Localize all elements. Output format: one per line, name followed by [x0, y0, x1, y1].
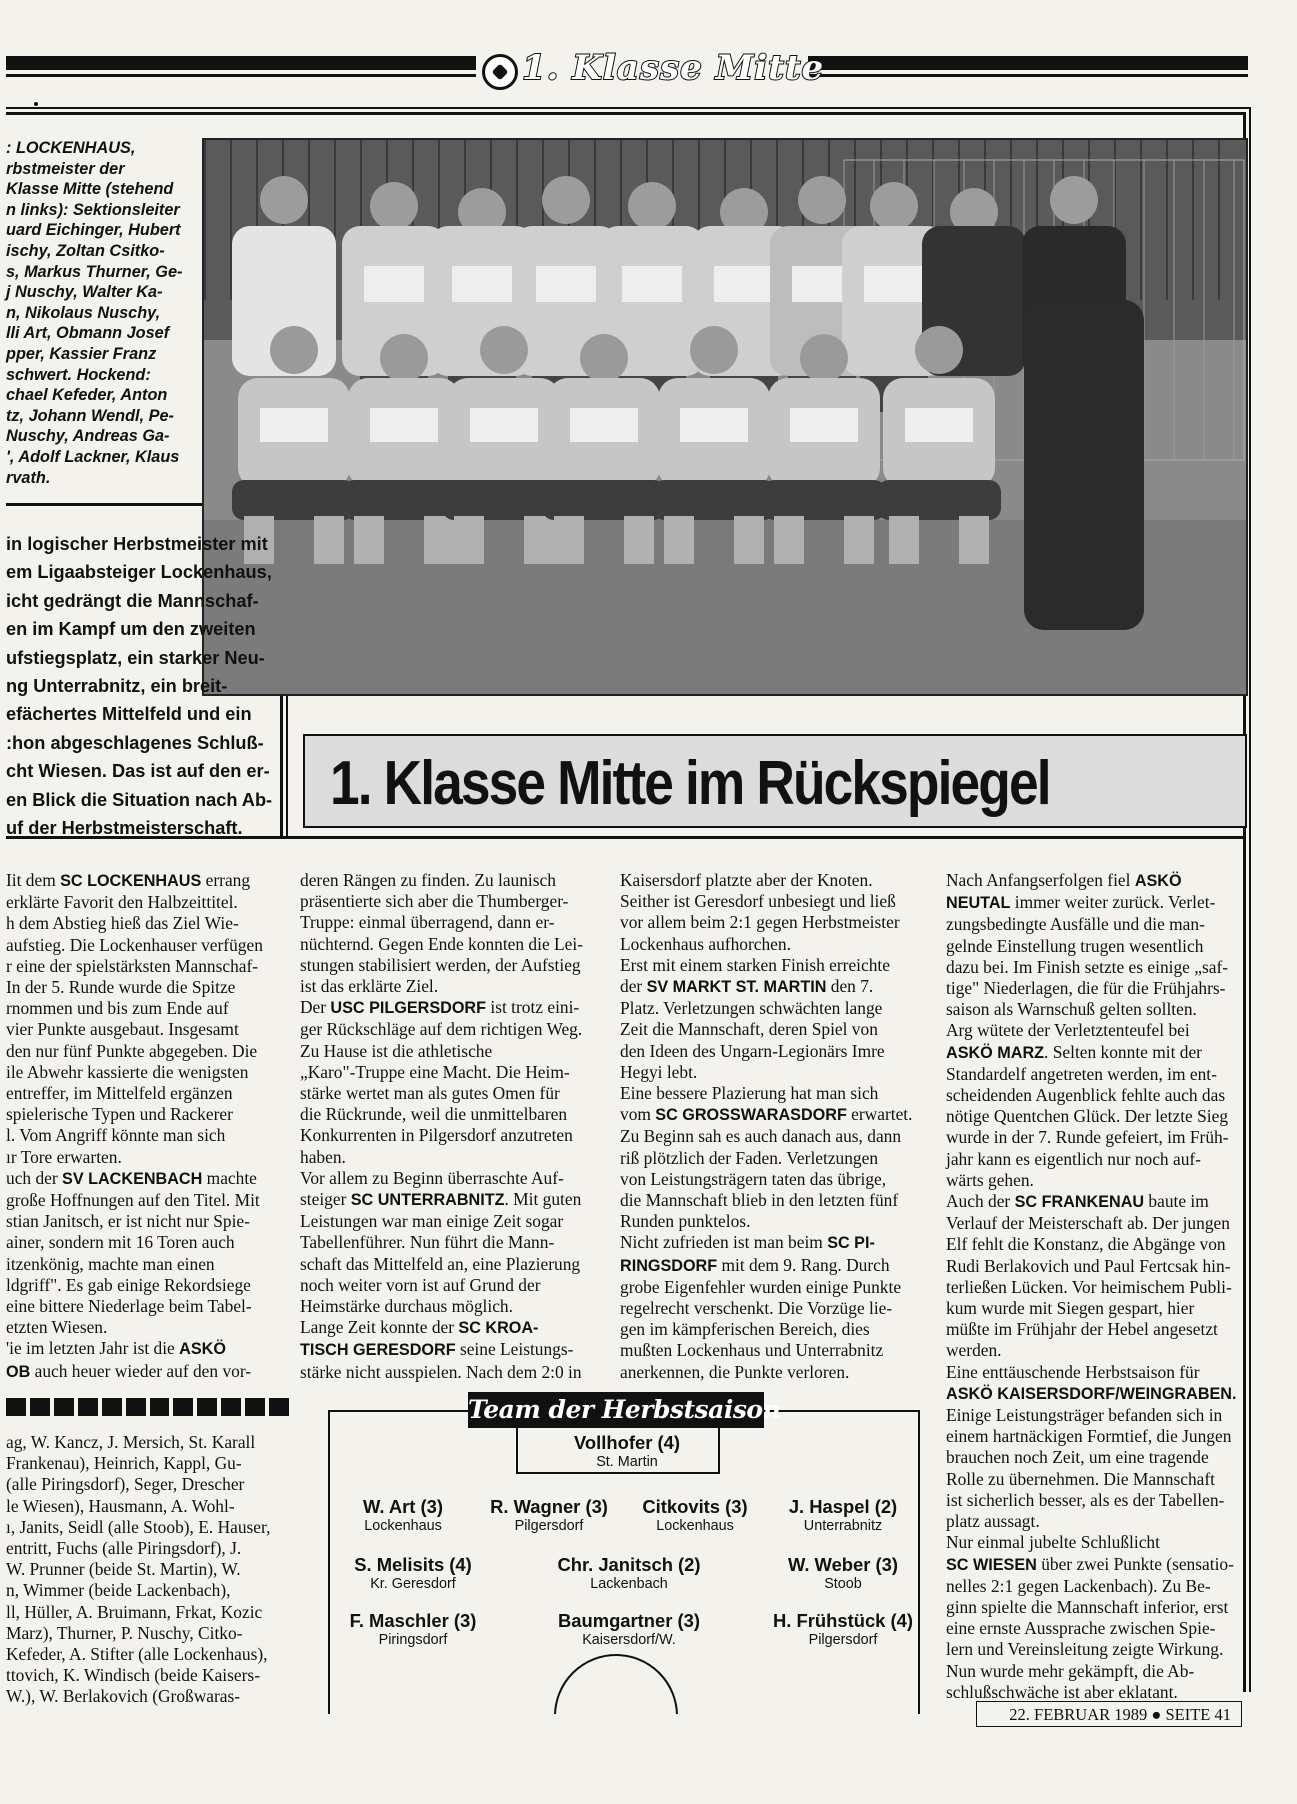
team-of-season	[310, 1392, 924, 1716]
text-line: uard Eichinger, Hubert	[6, 221, 181, 240]
text-line: Eine bessere Plazierung hat man sich	[620, 1083, 879, 1104]
player-name: S. Melisits (4)	[354, 1554, 472, 1575]
article-column-3	[620, 870, 926, 1383]
text-line: wurde in der 7. Runde gefeiert, im Früh-	[946, 1127, 1229, 1148]
text-line: jahr kann es eigentlich nur noch auf-	[946, 1148, 1201, 1169]
text-line: etzten Wiesen.	[6, 1317, 108, 1338]
text-line: Zu Hause ist die athletische	[300, 1040, 493, 1061]
player-club: St. Martin	[596, 1454, 658, 1470]
text-line: :hon abgeschlagenes Schluß-	[6, 732, 264, 753]
header-rule-right	[808, 56, 1248, 70]
text-line: riß plötzlich der Faden. Verletzungen	[620, 1147, 879, 1168]
player-club: Kaisersdorf/W.	[582, 1632, 676, 1648]
text-line: 'ie im letzten Jahr ist die ASKÖ	[6, 1338, 226, 1359]
text-line: einem hartnäckigen Formtief, die Jungen	[946, 1426, 1232, 1447]
text-line: stungen stabilisiert werden, der Aufstieg	[300, 954, 581, 975]
player-name: Baumgartner (3)	[557, 1610, 701, 1631]
text-line: en im Kampf um den zweiten	[6, 619, 256, 640]
text-line: Frankenau), Heinrich, Kappl, Gu-	[6, 1453, 242, 1474]
text-line: der SV MARKT ST. MARTIN den 7.	[620, 976, 874, 997]
text-line: Nun wurde mehr gekämpft, die Ab-	[946, 1660, 1195, 1681]
text-line: ASKÖ KAISERSDORF/WEINGRABEN.	[946, 1384, 1237, 1403]
section-title: 1. Klasse Mitte	[522, 48, 825, 88]
text-line: steiger SC UNTERRABNITZ. Mit guten	[300, 1189, 582, 1210]
frame-right-outer	[1249, 108, 1251, 1692]
header-rule-left-thin	[6, 74, 476, 77]
text-line: müßte im Frühjahr der Hebel angesetzt	[946, 1319, 1218, 1340]
text-line: den nur fünf Punkte abgegeben. Die	[6, 1040, 258, 1061]
team-player	[758, 1554, 928, 1593]
text-line: rvath.	[6, 468, 51, 487]
text-line: n, Wimmer (beide Lackenbach),	[6, 1580, 231, 1601]
text-line: Lange Zeit konnte der SC KROA-	[300, 1317, 539, 1338]
text-line: Zu Beginn sah es auch danach aus, dann	[620, 1126, 902, 1147]
text-line: OB auch heuer wieder auf den vor-	[6, 1360, 252, 1381]
text-line: Marz), Thurner, P. Nuschy, Citko-	[6, 1622, 243, 1643]
text-line: Erst mit einem starken Finish erreichte	[620, 954, 890, 975]
text-line: Leistungen war man einige Zeit sogar	[300, 1211, 564, 1232]
text-line: scheidenden Augenblick fehlte auch das	[946, 1085, 1226, 1106]
player-name: W. Art (3)	[362, 1496, 444, 1517]
article-column-4	[946, 870, 1246, 1703]
pitch-mask	[328, 1714, 928, 1804]
text-line: ufstiegsplatz, ein starker Neu-	[6, 647, 265, 668]
text-line: regelrecht verschenkt. Die Vorzüge lie-	[620, 1298, 893, 1319]
text-line: W. Prunner (beide St. Martin), W.	[6, 1559, 241, 1580]
text-line: Verlauf der Meisterschaft ab. Der jungen	[946, 1213, 1230, 1234]
text-line: grobe Eigenfehler wurden einige Punkte	[620, 1276, 902, 1297]
player-club: Pilgersdorf	[514, 1518, 584, 1534]
text-line: Platz. Verletzungen schwächten lange	[620, 998, 883, 1019]
text-line: eine bittere Niederlage beim Tabel-	[6, 1296, 252, 1317]
text-line: vom SC GROSSWARASDORF erwartet.	[620, 1104, 913, 1125]
text-line: stärke wertet man als gutes Omen für	[300, 1083, 560, 1104]
text-line: den Ideen des Ungarn-Legionärs Imre	[620, 1040, 885, 1061]
text-line: Vor allem zu Beginn überraschte Auf-	[300, 1167, 564, 1188]
text-line: ı, Janits, Seidl (alle Stoob), E. Hauser,	[6, 1516, 271, 1537]
text-line: ag, W. Kancz, J. Mersich, St. Karall	[6, 1432, 256, 1452]
text-line: Zeit die Mannschaft, deren Spiel von	[620, 1019, 878, 1040]
player-name: R. Wagner (3)	[490, 1496, 608, 1517]
text-line: stian Janitsch, er ist nicht nur Spie-	[6, 1211, 250, 1232]
article-column-2	[300, 870, 606, 1383]
text-line: ist das erklärte Ziel.	[300, 976, 439, 997]
text-line: noch weiter vorn ist auf Grund der	[300, 1274, 541, 1295]
text-line: dazu bei. Im Finish setzte es einige „saf-	[946, 956, 1229, 977]
text-line: nötige Quentchen Glück. Der letzte Sieg	[946, 1106, 1229, 1127]
text-line: gelnde Einstellung trugen wesentlich	[946, 935, 1204, 956]
player-name: W. Weber (3)	[787, 1554, 899, 1575]
text-line: Standardelf angetreten werden, im ent-	[946, 1063, 1217, 1084]
text-line: n, Nikolaus Nuschy,	[6, 303, 161, 322]
player-club: Lockenhaus	[364, 1518, 442, 1534]
player-club: Lackenbach	[590, 1576, 668, 1592]
text-line: h dem Abstieg hieß das Ziel Wie-	[6, 913, 239, 934]
frame-top-outer	[6, 107, 1251, 109]
team-photo	[202, 138, 1248, 696]
text-line: Arg wütete der Verletztenteufel bei	[946, 1020, 1190, 1041]
text-line: : LOCKENHAUS,	[6, 139, 136, 157]
team-title: Team der Herbstsaison	[468, 1392, 764, 1428]
text-line: Iit dem SC LOCKENHAUS errang	[6, 870, 251, 890]
text-line: Hegyi lebt.	[620, 1061, 698, 1082]
text-line: deren Rängen zu finden. Zu launisch	[300, 870, 556, 890]
text-line: Truppe: einmal überragend, dann er-	[300, 912, 555, 933]
text-line: Nicht zufrieden ist man beim SC PI-	[620, 1232, 875, 1253]
text-line: ng Unterrabnitz, ein breit-	[6, 676, 228, 697]
text-line: le Wiesen), Hausmann, A. Wohl-	[6, 1495, 235, 1516]
text-line: in logischer Herbstmeister mit	[6, 534, 268, 554]
player-name: J. Haspel (2)	[788, 1496, 898, 1517]
text-line: ger Rückschläge auf dem richtigen Weg.	[300, 1019, 583, 1040]
text-line: Kaisersdorf platzte aber der Knoten.	[620, 870, 873, 890]
text-line: eine ernste Aussprache zwischen Spie-	[946, 1618, 1216, 1639]
frame-top	[6, 112, 1246, 115]
text-line: Auch der SC FRANKENAU baute im	[946, 1191, 1209, 1212]
player-club: Unterrabnitz	[803, 1518, 883, 1534]
player-club: Stoob	[824, 1576, 862, 1592]
text-line: ll, Hüller, A. Bruimann, Frkat, Kozic	[6, 1601, 263, 1622]
text-line: Nur einmal jubelte Schlußlicht	[946, 1532, 1160, 1553]
text-line: „Karo"-Truppe eine Macht. Die Heim-	[300, 1061, 570, 1082]
player-club: Piringsdorf	[378, 1632, 448, 1648]
text-line: schwert. Hockend:	[6, 365, 151, 384]
text-line: rbstmeister der	[6, 159, 125, 178]
text-line: aufstieg. Die Lockenhauser verfügen	[6, 934, 263, 955]
text-line: nüchternd. Gegen Ende konnten die Lei-	[300, 933, 583, 954]
text-line: r eine der spielstärksten Mannschaf-	[6, 955, 259, 976]
text-line: anerkennen, die Punkte verloren.	[620, 1361, 850, 1382]
text-line: RINGSDORF mit dem 9. Rang. Durch	[620, 1254, 890, 1275]
text-line: Seither ist Geresdorf unbesiegt und ließ	[620, 891, 896, 912]
text-line: die Mannschaft blieb in den letzten fünf	[620, 1190, 899, 1211]
text-line: s, Markus Thurner, Ge-	[6, 262, 183, 281]
team-player	[318, 1496, 488, 1535]
text-line: schaft das Mittelfeld an, eine Plazierung	[300, 1253, 581, 1274]
team-player	[328, 1610, 498, 1649]
article-column-5	[6, 1432, 292, 1708]
text-line: uf der Herbstmeisterschaft.	[6, 818, 243, 839]
text-line: Elf fehlt die Konstanz, die Abgänge von	[946, 1234, 1226, 1255]
headline: 1. Klasse Mitte im Rückspiegel	[330, 749, 1050, 818]
text-line: spielerische Typen und Rackerer	[6, 1104, 233, 1125]
text-line: kum wurde mit Siegen gespart, hier	[946, 1298, 1195, 1319]
text-line: ASKÖ MARZ. Selten konnte mit der	[946, 1041, 1202, 1062]
text-line: pper, Kassier Franz	[6, 344, 157, 363]
text-line: saison als Warnschuß gelten sollten.	[946, 999, 1197, 1020]
team-player	[610, 1496, 780, 1535]
team-player	[542, 1432, 712, 1471]
photo-caption	[6, 138, 196, 488]
player-name: Citkovits (3)	[642, 1496, 748, 1517]
text-line: ile Abwehr kassierte die wenigsten	[6, 1061, 249, 1082]
player-name: Chr. Janitsch (2)	[557, 1554, 701, 1575]
text-line: vor allem beim 2:1 gegen Herbstmeister	[620, 912, 900, 933]
text-line: lern und Vereinsleitung zeigte Wirkung.	[946, 1639, 1224, 1660]
list-separator-bar	[6, 1398, 289, 1416]
player-club: Kr. Geresdorf	[370, 1576, 456, 1592]
text-line: die Rückrunde, weil die unmittelbaren	[300, 1104, 568, 1125]
player-name: F. Maschler (3)	[349, 1610, 477, 1631]
text-line: Rolle zu übernehmen. Die Mannschaft	[946, 1468, 1215, 1489]
text-line: brauchen noch Zeit, um eine tragende	[946, 1447, 1209, 1468]
text-line: cht Wiesen. Das ist auf den er-	[6, 761, 270, 782]
text-line: SC WIESEN über zwei Punkte (sensatio-	[946, 1553, 1234, 1574]
text-line: rnommen und bis zum Ende auf	[6, 998, 229, 1019]
text-line: Klasse Mitte (stehend	[6, 180, 174, 199]
bullet-dot	[34, 102, 38, 106]
text-line: entreffer, im Mittelfeld ergänzen	[6, 1083, 233, 1104]
team-player	[758, 1610, 928, 1649]
text-line: ttovich, K. Windisch (beide Kaisers-	[6, 1665, 260, 1686]
text-line: itzenkönig, machte man einen	[6, 1253, 215, 1274]
text-line: n links): Sektionsleiter	[6, 200, 180, 219]
text-line: en Blick die Situation nach Ab-	[6, 789, 273, 810]
text-line: von Leistungsträgern taten das übrige,	[620, 1168, 887, 1189]
text-line: Rudi Berlakovich und Paul Fertcsak hin-	[946, 1255, 1231, 1276]
player-name: H. Frühstück (4)	[773, 1610, 913, 1631]
text-line: lli Art, Obmann Josef	[6, 324, 170, 343]
text-line: l. Vom Angriff könnte man sich	[6, 1125, 226, 1146]
text-line: mußten Lockenhaus und Unterrabnitz	[620, 1340, 884, 1361]
text-line: uch der SV LACKENBACH machte	[6, 1167, 257, 1188]
text-line: platz aussagt.	[946, 1511, 1040, 1532]
text-line: Kefeder, A. Stifter (alle Lockenhaus),	[6, 1644, 268, 1665]
text-line: werden.	[946, 1340, 1002, 1361]
text-line: vier Punkte ausgebaut. Insgesamt	[6, 1019, 239, 1040]
player-club: Pilgersdorf	[808, 1632, 878, 1648]
text-line: ainer, sondern mit 16 Toren auch	[6, 1232, 235, 1253]
text-line: In der 5. Runde wurde die Spitze	[6, 977, 236, 998]
text-line: Konkurrenten in Pilgersdorf anzutreten	[300, 1125, 573, 1146]
text-line: chael Kefeder, Anton	[6, 386, 168, 405]
text-line: j Nuschy, Walter Ka-	[6, 283, 163, 302]
team-player	[758, 1496, 928, 1535]
text-line: terließen Lücken. Vor heimischem Publi-	[946, 1276, 1232, 1297]
text-line: Tabellenführer. Nun führt die Mann-	[300, 1232, 555, 1253]
text-line: TISCH GERESDORF seine Leistungs-	[300, 1339, 574, 1360]
text-line: W.), W. Berlakovich (Großwaras-	[6, 1686, 241, 1707]
text-line: Einige Leistungsträger befanden sich in	[946, 1405, 1223, 1426]
text-line: ır Tore erwarten.	[6, 1146, 122, 1167]
text-line: em Ligaabsteiger Lockenhaus,	[6, 562, 272, 583]
text-line: Nach Anfangserfolgen fiel ASKÖ	[946, 870, 1182, 890]
header-rule-right-thin	[808, 74, 1248, 77]
page-footer: 22. FEBRUAR 1989 ● SEITE 41	[976, 1701, 1242, 1727]
text-line: entritt, Fuchs (alle Piringsdorf), J.	[6, 1538, 242, 1559]
team-photo-image	[204, 140, 1246, 694]
text-line: erklärte Favorit den Halbzeittitel.	[6, 892, 238, 913]
text-line: efächertes Mittelfeld und ein	[6, 704, 252, 725]
text-line: zungsbedingte Ausfälle und die man-	[946, 914, 1205, 935]
text-line: große Hoffnungen auf den Titel. Mit	[6, 1190, 260, 1211]
text-line: ldgriff". Es gab einige Rekordsiege	[6, 1274, 251, 1295]
text-line: stärke nicht ausspielen. Nach dem 2:0 in	[300, 1361, 582, 1382]
text-line: tige" Niederlagen, die für die Frühjahrs-	[946, 978, 1226, 999]
article-column-1	[6, 870, 292, 1383]
text-line: Eine enttäuschende Herbstsaison für	[946, 1361, 1200, 1382]
team-player	[544, 1610, 714, 1649]
text-line: Nuschy, Andreas Ga-	[6, 427, 170, 446]
text-line: ischy, Zoltan Csitko-	[6, 241, 165, 260]
text-line: haben.	[300, 1146, 346, 1167]
text-line: Lockenhaus aufhorchen.	[620, 933, 791, 954]
text-line: (alle Piringsdorf), Seger, Drescher	[6, 1474, 245, 1495]
text-line: wärts gehen.	[946, 1169, 1034, 1190]
text-line: ', Adolf Lackner, Klaus	[6, 447, 180, 466]
text-line: präsentierte sich aber die Thumberger-	[300, 891, 569, 912]
player-name: Vollhofer (4)	[574, 1432, 680, 1453]
text-line: schlußschwäche ist aber eklatant.	[946, 1681, 1178, 1702]
text-line: gen im kämpferischen Bereich, dies	[620, 1319, 870, 1340]
text-line: nelles 2:1 gegen Lackenbach). Zu Be-	[946, 1575, 1211, 1596]
text-line: Runden punktelos.	[620, 1211, 751, 1232]
football-icon	[482, 54, 518, 90]
text-line: ist sicherlich besser, als es der Tabellen-	[946, 1489, 1225, 1510]
text-line: Der USC PILGERSDORF ist trotz eini-	[300, 997, 580, 1018]
text-line: Heimstärke durchaus möglich.	[300, 1296, 513, 1317]
header-rule-left	[6, 56, 476, 70]
team-player	[328, 1554, 498, 1593]
team-player	[464, 1496, 634, 1535]
text-line: NEUTAL immer weiter zurück. Verlet-	[946, 892, 1216, 913]
team-player	[544, 1554, 714, 1593]
intro-text	[6, 530, 280, 842]
player-club: Lockenhaus	[656, 1518, 734, 1534]
text-line: ginn spielte die Mannschaft inferior, erst	[946, 1596, 1229, 1617]
text-line: tz, Johann Wendl, Pe-	[6, 406, 174, 425]
text-line: icht gedrängt die Mannschaf-	[6, 590, 259, 611]
